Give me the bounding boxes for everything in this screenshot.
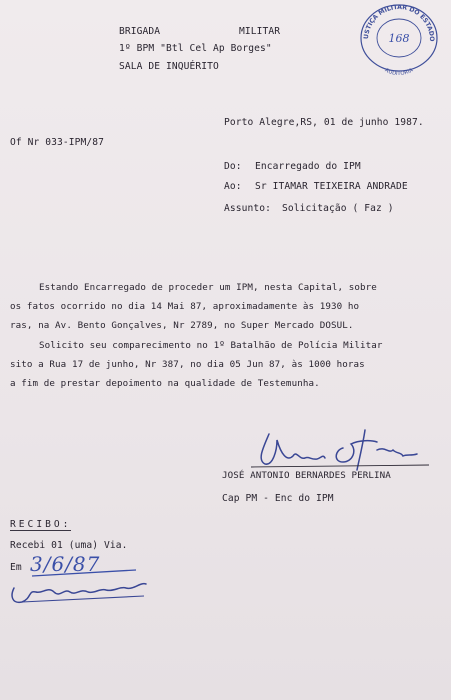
receipt-handwritten-date: 3/6/87: [30, 552, 101, 576]
body-p1-line2: os fatos ocorrido no dia 14 Mai 87, aproximadamente às 1930 ho: [10, 301, 360, 312]
header-militar: MILITAR: [239, 26, 281, 37]
receipt-signature: [8, 552, 148, 612]
body-p2-line2: sito a Rua 17 de junho, Nr 387, no dia 05 Jun 87, às 1000 horas: [10, 359, 365, 370]
receipt-title: [10, 519, 71, 530]
header-inquiry-room: SALA DE INQUÉRITO: [119, 61, 219, 72]
svg-text:AUDITORIA: [384, 67, 415, 76]
to-value: Sr ITAMAR TEIXEIRA ANDRADE: [255, 181, 408, 192]
subject-label: Assunto:: [224, 203, 272, 214]
header-brigada: BRIGADA: [119, 26, 161, 37]
header-battalion: 1º BPM "Btl Cel Ap Borges": [119, 43, 272, 54]
subject-value: Solicitação ( Faz ): [282, 203, 394, 214]
stamp-text-bottom: AUDITORIA: [383, 67, 415, 76]
body-p1-line3: ras, na Av. Bento Gonçalves, Nr 2789, no Super Mercado DOSUL.: [10, 320, 354, 331]
body-p2-line3: a fim de prestar depoimento na qualidade de Testemunha.: [10, 378, 320, 389]
from-value: Encarregado do IPM: [255, 161, 361, 172]
court-stamp: [354, 0, 444, 76]
office-number: Of Nr 033-IPM/87: [10, 137, 105, 148]
body-p2-line1: Solicito seu comparecimento no 1º Batalhão de Polícia Militar: [39, 340, 383, 351]
body-p1-line1: Estando Encarregado de proceder um IPM, nesta Capital, sobre: [39, 282, 377, 293]
receipt-title-text: RECIBO:: [10, 519, 72, 530]
date-line: Porto Alegre,RS, 01 de junho 1987.: [224, 117, 424, 128]
receipt-line: Recebi 01 (uma) Via.: [10, 540, 128, 551]
stamp-text-top: USTIÇA MILITAR DO ESTADO: [362, 3, 436, 42]
signatory-name: JOSÉ ANTONIO BERNARDES PERLINA: [222, 470, 391, 481]
to-label: Ao:: [224, 181, 242, 192]
from-label: Do:: [224, 161, 242, 172]
stamp-number: 168: [388, 32, 410, 45]
signatory-role: Cap PM - Enc do IPM: [222, 493, 334, 504]
receipt-date-label: Em: [10, 562, 22, 573]
